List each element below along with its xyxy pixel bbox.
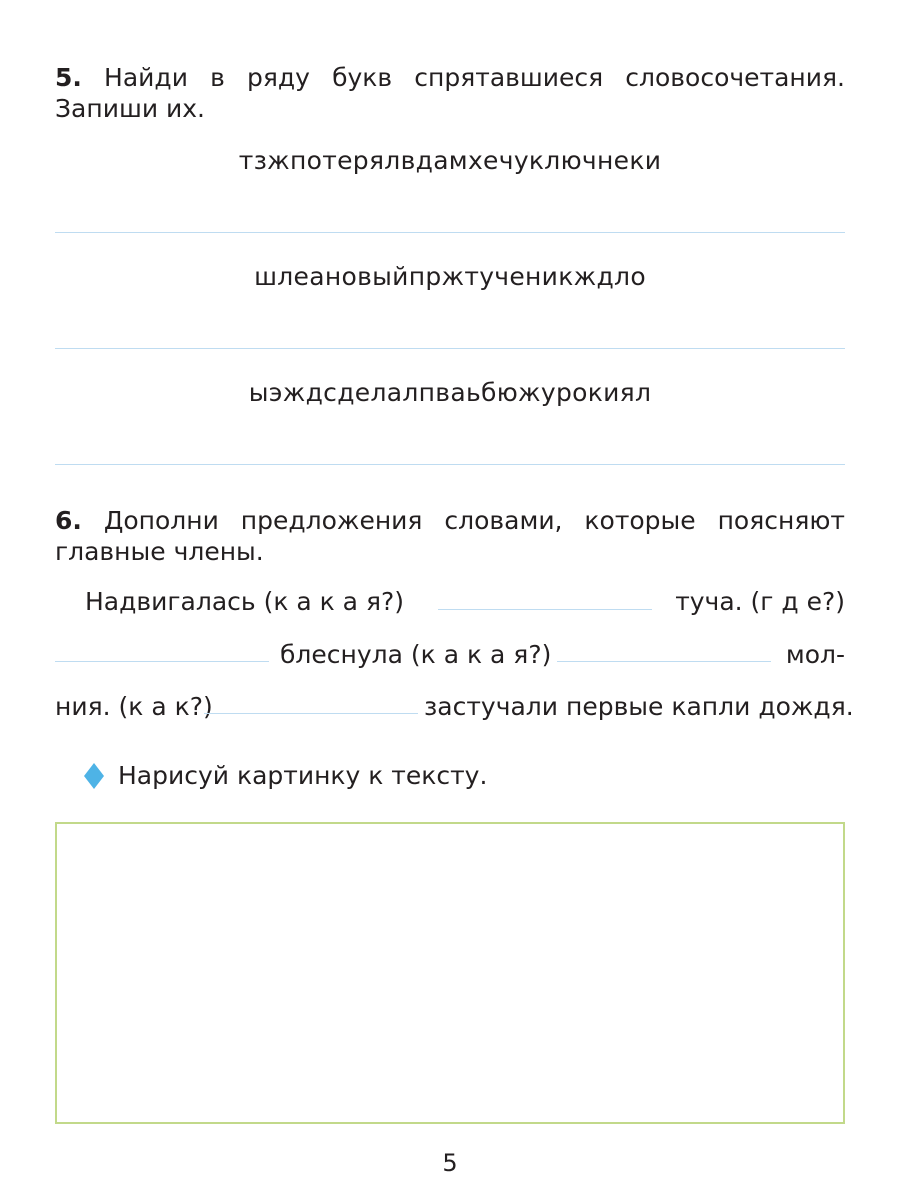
blank-4[interactable]: [204, 713, 418, 714]
letter-row-2: шлеановыйпржтученикждло: [254, 262, 646, 291]
task-5-text: Найди в ряду букв спрятавшиеся словосочетания. Запиши их.: [55, 63, 845, 123]
letter-row-3: ыэждсделалпваьбюжурокиял: [248, 378, 652, 407]
answer-line-2[interactable]: [55, 348, 845, 349]
letter-row-1: тзжпотерялвдамхечуключнеки: [238, 146, 662, 175]
drawing-prompt: Нарисуй картинку к тексту.: [118, 761, 488, 790]
task-6-text: Дополни предложения словами, которые поясняют главные члены.: [55, 506, 845, 566]
blank-2[interactable]: [55, 661, 269, 662]
sentence-part-1: Надвигалась (к а к а я?): [85, 587, 405, 616]
task-5-number: 5.: [55, 63, 82, 92]
sentence-part-2: туча. (г д е?): [675, 587, 845, 616]
diamond-bullet-icon: [84, 763, 104, 789]
sentence-part-4: мол-: [785, 640, 845, 669]
task-6-number: 6.: [55, 506, 82, 535]
sentence-part-5: ния. (к а к?): [55, 692, 213, 721]
answer-line-1[interactable]: [55, 232, 845, 233]
task-6-instruction: [55, 505, 845, 567]
answer-line-3[interactable]: [55, 464, 845, 465]
blank-1[interactable]: [438, 609, 652, 610]
drawing-area[interactable]: [55, 822, 845, 1124]
sentence-part-6: застучали первые капли дождя.: [424, 692, 854, 721]
page-number: 5: [442, 1149, 458, 1177]
blank-3[interactable]: [557, 661, 771, 662]
sentence-part-3: блеснула (к а к а я?): [280, 640, 552, 669]
task-5-instruction: [55, 62, 845, 124]
